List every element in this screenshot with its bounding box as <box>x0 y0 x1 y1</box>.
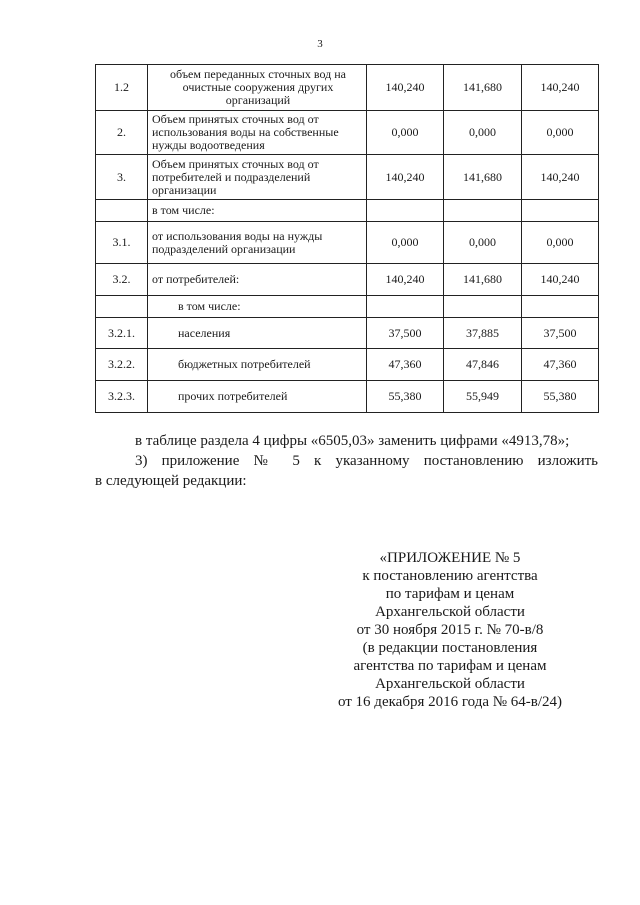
table-row <box>96 155 599 200</box>
row-name: населения <box>148 318 367 349</box>
row-number: 3. <box>96 155 148 200</box>
table-row <box>96 349 599 381</box>
appendix-line: (в редакции постановления <box>362 640 538 656</box>
appendix-line: к постановлению агентства <box>362 568 538 584</box>
appendix-line: по тарифам и ценам <box>385 586 515 602</box>
row-value-2: 47,846 <box>444 349 522 381</box>
row-value-3: 47,360 <box>522 349 599 381</box>
row-number: 2. <box>96 111 148 155</box>
row-value-1: 140,240 <box>367 65 444 111</box>
row-number: 3.2.3. <box>96 381 148 413</box>
row-value-2: 37,885 <box>444 318 522 349</box>
row-number: 3.1. <box>96 222 148 264</box>
row-value-1: 140,240 <box>367 264 444 296</box>
row-value-1 <box>367 200 444 222</box>
row-number: 1.2 <box>96 65 148 111</box>
row-value-2: 141,680 <box>444 264 522 296</box>
table-row <box>96 200 599 222</box>
appendix-line: Архангельской области <box>375 676 525 692</box>
row-number <box>96 200 148 222</box>
row-value-1: 47,360 <box>367 349 444 381</box>
row-name: в том числе: <box>148 296 367 318</box>
row-value-1 <box>367 296 444 318</box>
row-value-3: 0,000 <box>522 222 599 264</box>
appendix-line: «ПРИЛОЖЕНИЕ № 5 <box>379 550 521 566</box>
row-name: от потребителей: <box>148 264 367 296</box>
appendix-line: Архангельской области <box>375 604 525 620</box>
table-row <box>96 111 599 155</box>
row-number: 3.2.2. <box>96 349 148 381</box>
appendix-header <box>320 549 580 711</box>
paragraph-line-2: 3) приложение № 5 к указанному постановлению изложить <box>135 453 598 469</box>
row-value-3: 140,240 <box>522 65 599 111</box>
data-table <box>95 64 599 413</box>
table-row <box>96 222 599 264</box>
row-value-2 <box>444 200 522 222</box>
appendix-line: агентства по тарифам и ценам <box>353 658 547 674</box>
table-row <box>96 296 599 318</box>
row-value-2 <box>444 296 522 318</box>
row-value-1: 37,500 <box>367 318 444 349</box>
table-row <box>96 264 599 296</box>
row-value-3: 37,500 <box>522 318 599 349</box>
row-value-3: 55,380 <box>522 381 599 413</box>
row-value-3 <box>522 296 599 318</box>
appendix-line: от 30 ноября 2015 г. № 70-в/8 <box>356 622 544 638</box>
row-value-3: 140,240 <box>522 264 599 296</box>
row-name: Объем принятых сточных вод от использования воды на собственные нужды водоотведения <box>148 111 367 155</box>
row-value-3 <box>522 200 599 222</box>
table-row <box>96 318 599 349</box>
row-value-2: 141,680 <box>444 155 522 200</box>
row-value-3: 140,240 <box>522 155 599 200</box>
row-value-1: 140,240 <box>367 155 444 200</box>
row-name: от использования воды на нужды подразделений организации <box>148 222 367 264</box>
table-row <box>96 65 599 111</box>
row-value-3: 0,000 <box>522 111 599 155</box>
row-name: в том числе: <box>148 200 367 222</box>
row-value-1: 0,000 <box>367 111 444 155</box>
page-number: 3 <box>317 38 323 50</box>
row-value-1: 0,000 <box>367 222 444 264</box>
paragraph-line-1: в таблице раздела 4 цифры «6505,03» заменить цифрами «4913,78»; <box>135 433 570 449</box>
row-name: Объем принятых сточных вод от потребителей и подразделений организации <box>148 155 367 200</box>
row-number <box>96 296 148 318</box>
row-value-2: 0,000 <box>444 111 522 155</box>
row-value-1: 55,380 <box>367 381 444 413</box>
row-name: прочих потребителей <box>148 381 367 413</box>
row-number: 3.2. <box>96 264 148 296</box>
paragraph-line-3: в следующей редакции: <box>95 473 247 489</box>
row-value-2: 55,949 <box>444 381 522 413</box>
row-value-2: 141,680 <box>444 65 522 111</box>
row-name: объем переданных сточных вод на очистные сооружения других организаций <box>148 65 367 111</box>
row-name: бюджетных потребителей <box>148 349 367 381</box>
row-value-2: 0,000 <box>444 222 522 264</box>
table-row <box>96 381 599 413</box>
row-number: 3.2.1. <box>96 318 148 349</box>
appendix-line: от 16 декабря 2016 года № 64-в/24) <box>337 694 563 710</box>
